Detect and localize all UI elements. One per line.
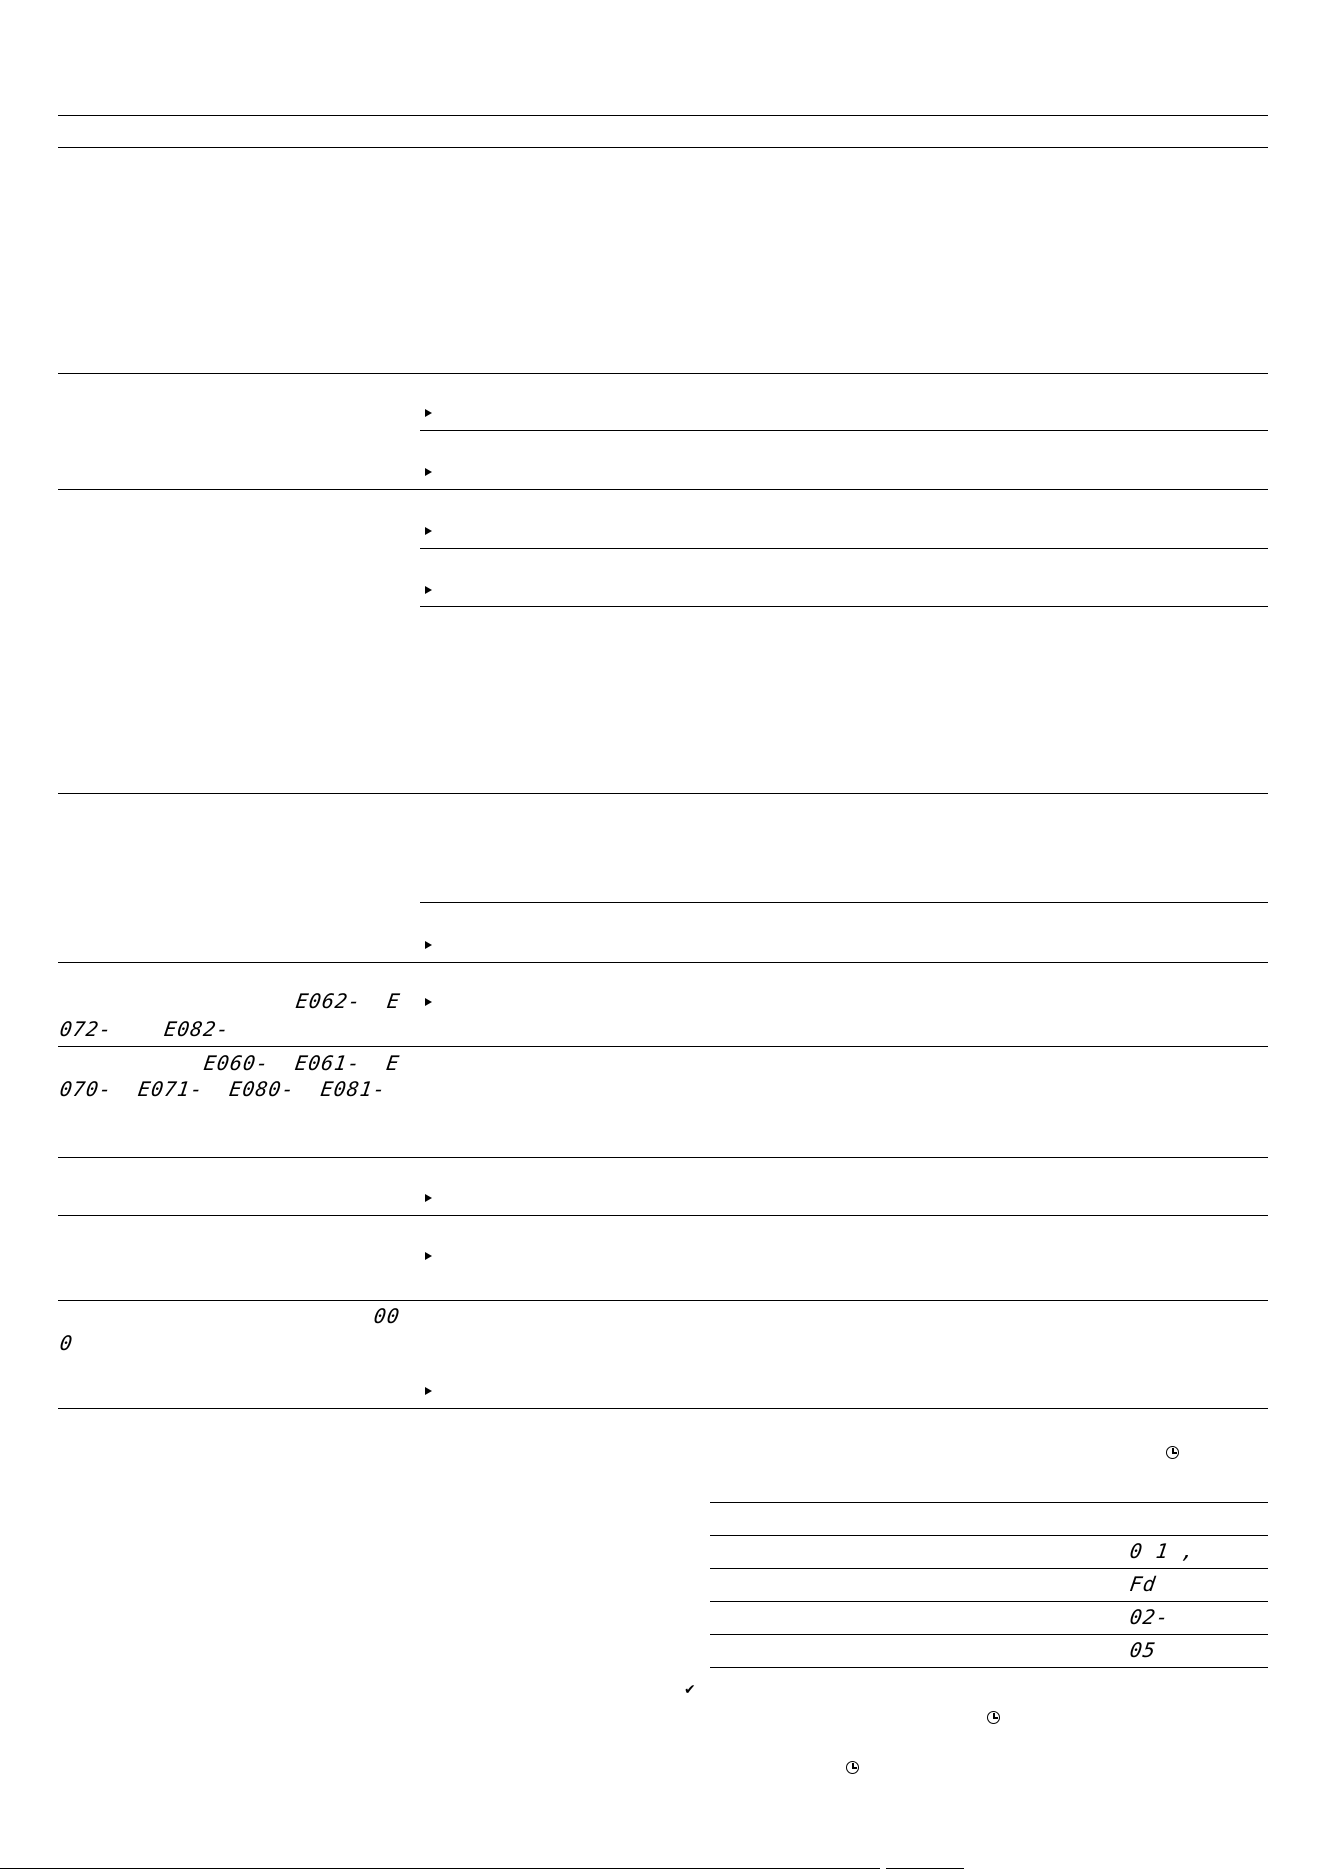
- triangle-right-icon: [425, 527, 432, 535]
- triangle-right-icon: [425, 941, 432, 949]
- error-code-line: 0: [58, 1331, 75, 1355]
- check-icon: ✔: [684, 1682, 696, 1698]
- row-divider: [58, 1215, 1268, 1216]
- error-code-line: 00: [372, 1304, 402, 1328]
- row-divider: [58, 1046, 1268, 1047]
- clock-icon: [1166, 1446, 1179, 1459]
- settings-table-top-rule: [710, 1502, 1268, 1503]
- triangle-right-icon: [425, 468, 432, 476]
- triangle-right-icon: [425, 1252, 432, 1260]
- error-code-line: E062- E: [293, 989, 402, 1013]
- row-divider: [58, 373, 1268, 374]
- table-bottom-rule: [58, 1408, 1268, 1409]
- settings-value: 02-: [1128, 1605, 1171, 1629]
- footer-rule: [886, 1868, 964, 1869]
- settings-value: 0 1 ,: [1128, 1539, 1197, 1563]
- triangle-right-icon: [425, 586, 432, 594]
- error-code-line: 070- E071- E080- E081-: [58, 1077, 388, 1101]
- error-code-line: 072- E082-: [58, 1017, 232, 1041]
- triangle-right-icon: [425, 1194, 432, 1202]
- settings-row-divider: [710, 1634, 1268, 1635]
- triangle-right-icon: [425, 998, 432, 1006]
- settings-value: 05: [1128, 1638, 1158, 1662]
- triangle-right-icon: [425, 1387, 432, 1395]
- triangle-right-icon: [425, 409, 432, 417]
- sub-row-divider: [420, 430, 1268, 431]
- row-divider: [58, 489, 1268, 490]
- table-header-rule: [58, 147, 1268, 148]
- footer-rule: [0, 1868, 880, 1869]
- table-top-rule: [58, 115, 1268, 116]
- row-divider: [58, 1157, 1268, 1158]
- settings-row-divider: [710, 1601, 1268, 1602]
- clock-icon: [846, 1761, 859, 1774]
- clock-icon: [987, 1711, 1000, 1724]
- settings-row-divider: [710, 1568, 1268, 1569]
- row-divider: [58, 1300, 1268, 1301]
- sub-row-divider: [420, 606, 1268, 607]
- row-divider: [58, 793, 1268, 794]
- row-divider: [58, 962, 1268, 963]
- error-code-line: E060- E061- E: [202, 1051, 402, 1075]
- settings-table-bottom-rule: [710, 1667, 1268, 1668]
- settings-table-header-rule: [710, 1535, 1268, 1536]
- settings-value: Fd: [1128, 1572, 1158, 1596]
- sub-row-divider: [420, 902, 1268, 903]
- sub-row-divider: [420, 548, 1268, 549]
